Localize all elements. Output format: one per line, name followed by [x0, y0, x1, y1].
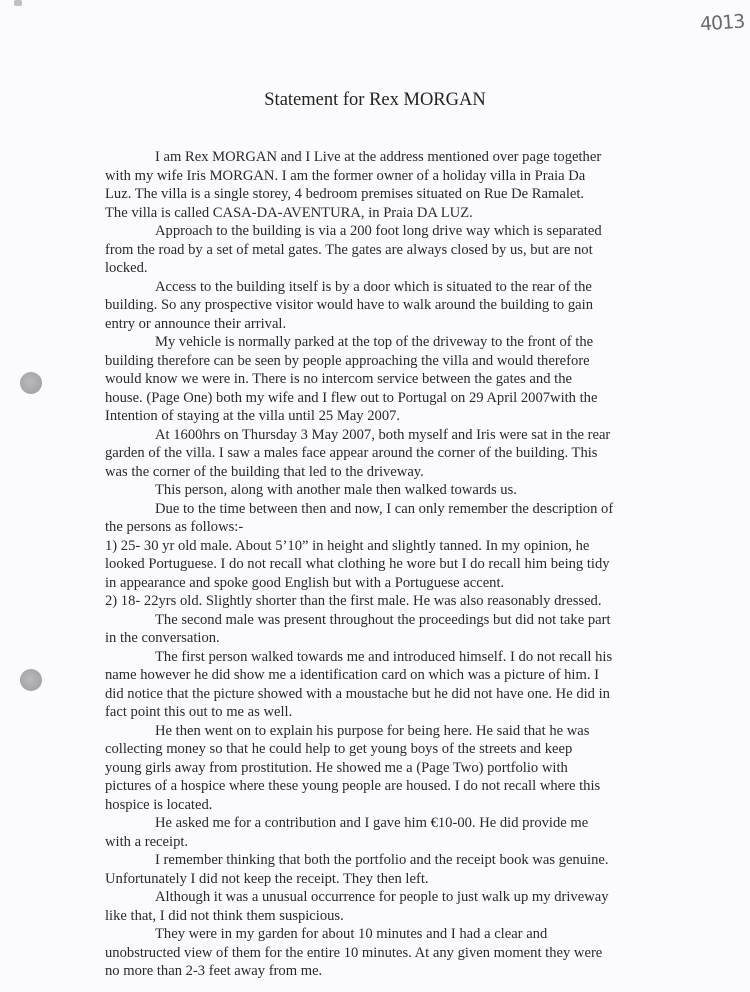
paragraph [105, 500, 665, 537]
text-line: Although it was a unusual occurrence for people to just walk up my driveway [155, 889, 609, 905]
text-line: name however he did show me a identification card on which was a picture of him. I [105, 667, 599, 683]
text-line: This person, along with another male then walked towards us. [155, 482, 517, 498]
text-line: Unfortunately I did not keep the receipt. They then left. [105, 870, 429, 887]
text-line: young girls away from prostitution. He showed me a (Page Two) portfolio with [105, 759, 568, 776]
text-line: Access to the building itself is by a door which is situated to the rear of the [155, 278, 592, 295]
paragraph [105, 722, 665, 815]
paragraph [105, 888, 665, 925]
paragraph [105, 592, 665, 611]
text-line: The second male was present throughout the proceedings but did not take part [155, 611, 611, 628]
paragraph [105, 481, 665, 500]
page-reference-number: 4013 [699, 10, 746, 36]
paragraph [105, 814, 665, 851]
paragraph [105, 222, 665, 278]
paragraph [105, 333, 665, 426]
text-line: He then went on to explain his purpose for being here. He said that he was [155, 722, 590, 739]
text-line: with my wife Iris MORGAN. I am the former owner of a holiday villa in Praia Da [105, 167, 586, 184]
text-line: building. So any prospective visitor would have to walk around the building to gain [105, 297, 594, 313]
text-line: collecting money so that he could help to get young boys of the streets and keep [105, 741, 573, 757]
text-line: garden of the villa. I saw a males face appear around the corner of the building. This [105, 445, 598, 461]
text-line: 1) 25- 30 yr old male. About 5’10” in height and slightly tanned. In my opinion, he [105, 537, 590, 554]
text-line: no more than 2-3 feet away from me. [105, 963, 323, 979]
punch-hole [20, 669, 42, 691]
paragraph [105, 611, 665, 648]
page-title: Statement for Rex MORGAN [264, 90, 486, 110]
statement-body [105, 148, 665, 981]
text-line: unobstructed view of them for the entire 10 minutes. At any given moment they were [105, 944, 603, 961]
text-line: Due to the time between then and now, I can only remember the description of [155, 500, 614, 517]
text-line: with a receipt. [105, 833, 189, 850]
text-line: the persons as follows:- [105, 519, 244, 535]
text-line: The villa is called CASA-DA-AVENTURA, in Praia DA LUZ. [105, 204, 473, 221]
text-line: would know we were in. There is no intercom service between the gates and the [105, 371, 572, 387]
text-line: house. (Page One) both my wife and I flew out to Portugal on 29 April 2007with the [105, 389, 598, 406]
punch-hole [20, 372, 42, 394]
text-line: like that, I did not think them suspicious. [105, 907, 344, 924]
text-line: locked. [105, 260, 148, 276]
text-line: The first person walked towards me and introduced himself. I do not recall his [155, 648, 613, 665]
paragraph [105, 537, 665, 593]
text-line: He asked me for a contribution and I gave him €10-00. He did provide me [155, 815, 589, 831]
paragraph [105, 648, 665, 722]
text-line: in the conversation. [105, 630, 220, 646]
text-line: hospice is located. [105, 796, 213, 813]
text-line: did notice that the picture showed with a moustache but he did not have one. He did in [105, 685, 610, 702]
text-line: from the road by a set of metal gates. The gates are always closed by us, but are not [105, 241, 593, 258]
text-line: entry or announce their arrival. [105, 315, 287, 332]
paragraph [105, 925, 665, 981]
text-line: building therefore can be seen by people approaching the villa and would therefore [105, 352, 590, 369]
text-line: 2) 18- 22yrs old. Slightly shorter than the first male. He was also reasonably dressed. [105, 593, 602, 609]
text-line: in appearance and spoke good English but with a Portuguese accent. [105, 574, 505, 591]
text-line: was the corner of the building that led to the driveway. [105, 463, 424, 480]
text-line: My vehicle is normally parked at the top of the driveway to the front of the [155, 334, 594, 350]
text-line: I am Rex MORGAN and I Live at the address mentioned over page together [155, 149, 602, 165]
paragraph [105, 851, 665, 888]
text-line: pictures of a hospice where these young people are housed. I do not recall where this [105, 778, 601, 794]
text-line: Intention of staying at the villa until 25 May 2007. [105, 408, 401, 424]
text-line: Luz. The villa is a single storey, 4 bedroom premises situated on Rue De Ramalet. [105, 186, 585, 202]
paragraph [105, 426, 665, 482]
text-line: I remember thinking that both the portfolio and the receipt book was genuine. [155, 852, 609, 868]
scan-mark [14, 0, 22, 6]
text-line: looked Portuguese. I do not recall what clothing he wore but I do recall him being tidy [105, 556, 610, 572]
text-line: fact point this out to me as well. [105, 704, 293, 720]
paragraph [105, 148, 665, 222]
text-line: At 1600hrs on Thursday 3 May 2007, both myself and Iris were sat in the rear [155, 426, 611, 443]
text-line: Approach to the building is via a 200 foot long drive way which is separated [155, 223, 602, 239]
text-line: They were in my garden for about 10 minutes and I had a clear and [155, 926, 548, 942]
paragraph [105, 278, 665, 334]
